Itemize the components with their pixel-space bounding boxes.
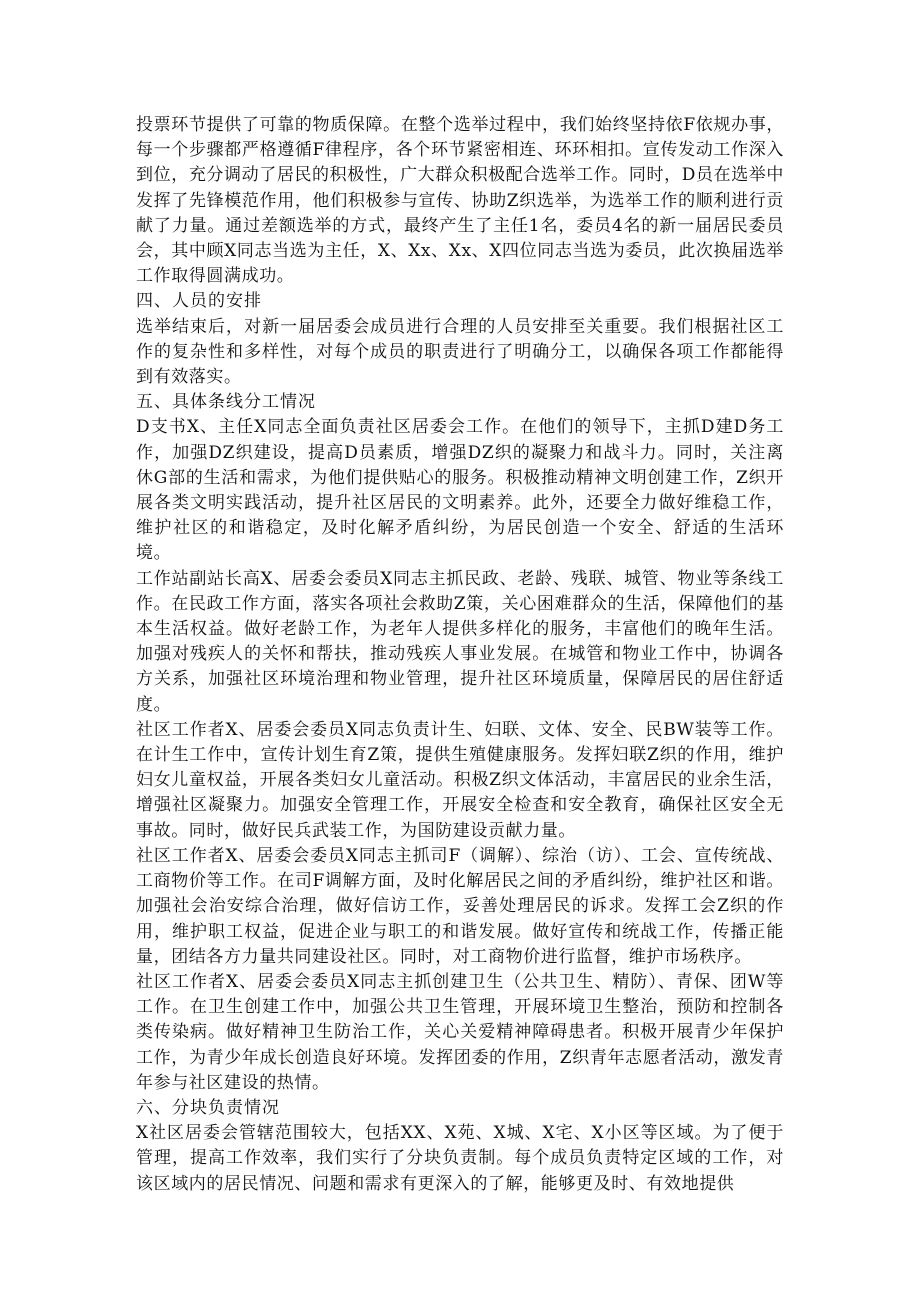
paragraph-election-summary: 投票环节提供了可靠的物质保障。在整个选举过程中，我们始终坚持依F依规办事，每一个步骤都严格遵循F律程序，各个环节紧密相连、环环相扣。宣传发动工作深入到位，充分调动了居民的积极性，广大群众积极配合选举工作。同时，D员在选举中发挥了先锋模范作用，他们积极参与宣传、协助Z织选举，为选举工作的顺利进行贡献了力量。通过差额选举的方式，最终产生了主任1名，委员4名的新一届居民委员会，其中顾X同志当选为主任，X、Xx、Xx、X四位同志当选为委员，此次换届选举工作取得圆满成功。 — [136, 115, 784, 287]
heading-block-responsibility: 六、分块负责情况 — [136, 1097, 280, 1118]
paragraph-health-duties: 社区工作者X、居委会委员X同志主抓创建卫生（公共卫生、精防）、青保、团W等工作。在卫生创建工作中，加强公共卫生管理，开展环境卫生整治，预防和控制各类传染病。做好精神卫生防治工作，关心关爱精神障碍患者。积极开展青少年保护工作，为青少年成长创造良好环境。发挥团委的作用，Z织青年志愿者活动，激发青年参与社区建设的热情。 — [136, 971, 784, 1093]
paragraph-secretary-duties: D支书X、主任X同志全面负责社区居委会工作。在他们的领导下，主抓D建D务工作，加强DZ织建设，提高D员素质，增强DZ织的凝聚力和战斗力。同时，关注离休G部的生活和需求，为他们提供贴心的服务。积极推动精神文明创建工作，Z织开展各类文明实践活动，提升社区居民的文明素养。此外，还要全力做好维稳工作，维护社区的和谐稳定，及时化解矛盾纠纷，为居民创造一个安全、舒适的生活环境。 — [136, 417, 784, 564]
paragraph-family-planning-duties: 社区工作者X、居委会委员X同志负责计生、妇联、文体、安全、民BW装等工作。在计生工作中，宣传计划生育Z策，提供生殖健康服务。发挥妇联Z织的作用，维护妇女儿童权益，开展各类妇女儿童活动。积极Z织文体活动，丰富居民的业余生活，增强社区凝聚力。加强安全管理工作，开展安全检查和安全教育，确保社区安全无事故。同时，做好民兵武装工作，为国防建设贡献力量。 — [136, 719, 784, 841]
paragraph-deputy-duties: 工作站副站长高X、居委会委员X同志主抓民政、老龄、残联、城管、物业等条线工作。在民政工作方面，落实各项社会救助Z策，关心困难群众的生活，保障他们的基本生活权益。做好老龄工作，为老年人提供多样化的服务，丰富他们的晚年生活。加强对残疾人的关怀和帮扶，推动残疾人事业发展。在城管和物业工作中，协调各方关系，加强社区环境治理和物业管理，提升社区环境质量，保障居民的居住舒适度。 — [136, 568, 784, 715]
heading-staff-arrangement: 四、人员的安排 — [136, 291, 262, 312]
paragraph-block-responsibility: X社区居委会管辖范围较大，包括XX、X苑、X城、X宅、X小区等区域。为了便于管理，提高工作效率，我们实行了分块负责制。每个成员负责特定区域的工作，对该区域内的居民情况、问题和需求有更深入的了解，能够更及时、有效地提供 — [136, 1123, 784, 1194]
document-body — [136, 113, 784, 1197]
paragraph-mediation-duties: 社区工作者X、居委会委员X同志主抓司F（调解）、综治（访）、工会、宣传统战、工商物价等工作。在司F调解方面，及时化解居民之间的矛盾纠纷，维护社区和谐。加强社会治安综合治理，做好信访工作，妥善处理居民的诉求。发挥工会Z织的作用，维护职工权益，促进企业与职工的和谐发展。做好宣传和统战工作，传播正能量，团结各方力量共同建设社区。同时，对工商物价进行监督，维护市场秩序。 — [136, 845, 784, 967]
heading-division-of-work: 五、具体条线分工情况 — [136, 392, 316, 413]
paragraph-staff-arrangement: 选举结束后，对新一届居委会成员进行合理的人员安排至关重要。我们根据社区工作的复杂性和多样性，对每个成员的职责进行了明确分工，以确保各项工作都能得到有效落实。 — [136, 316, 784, 388]
